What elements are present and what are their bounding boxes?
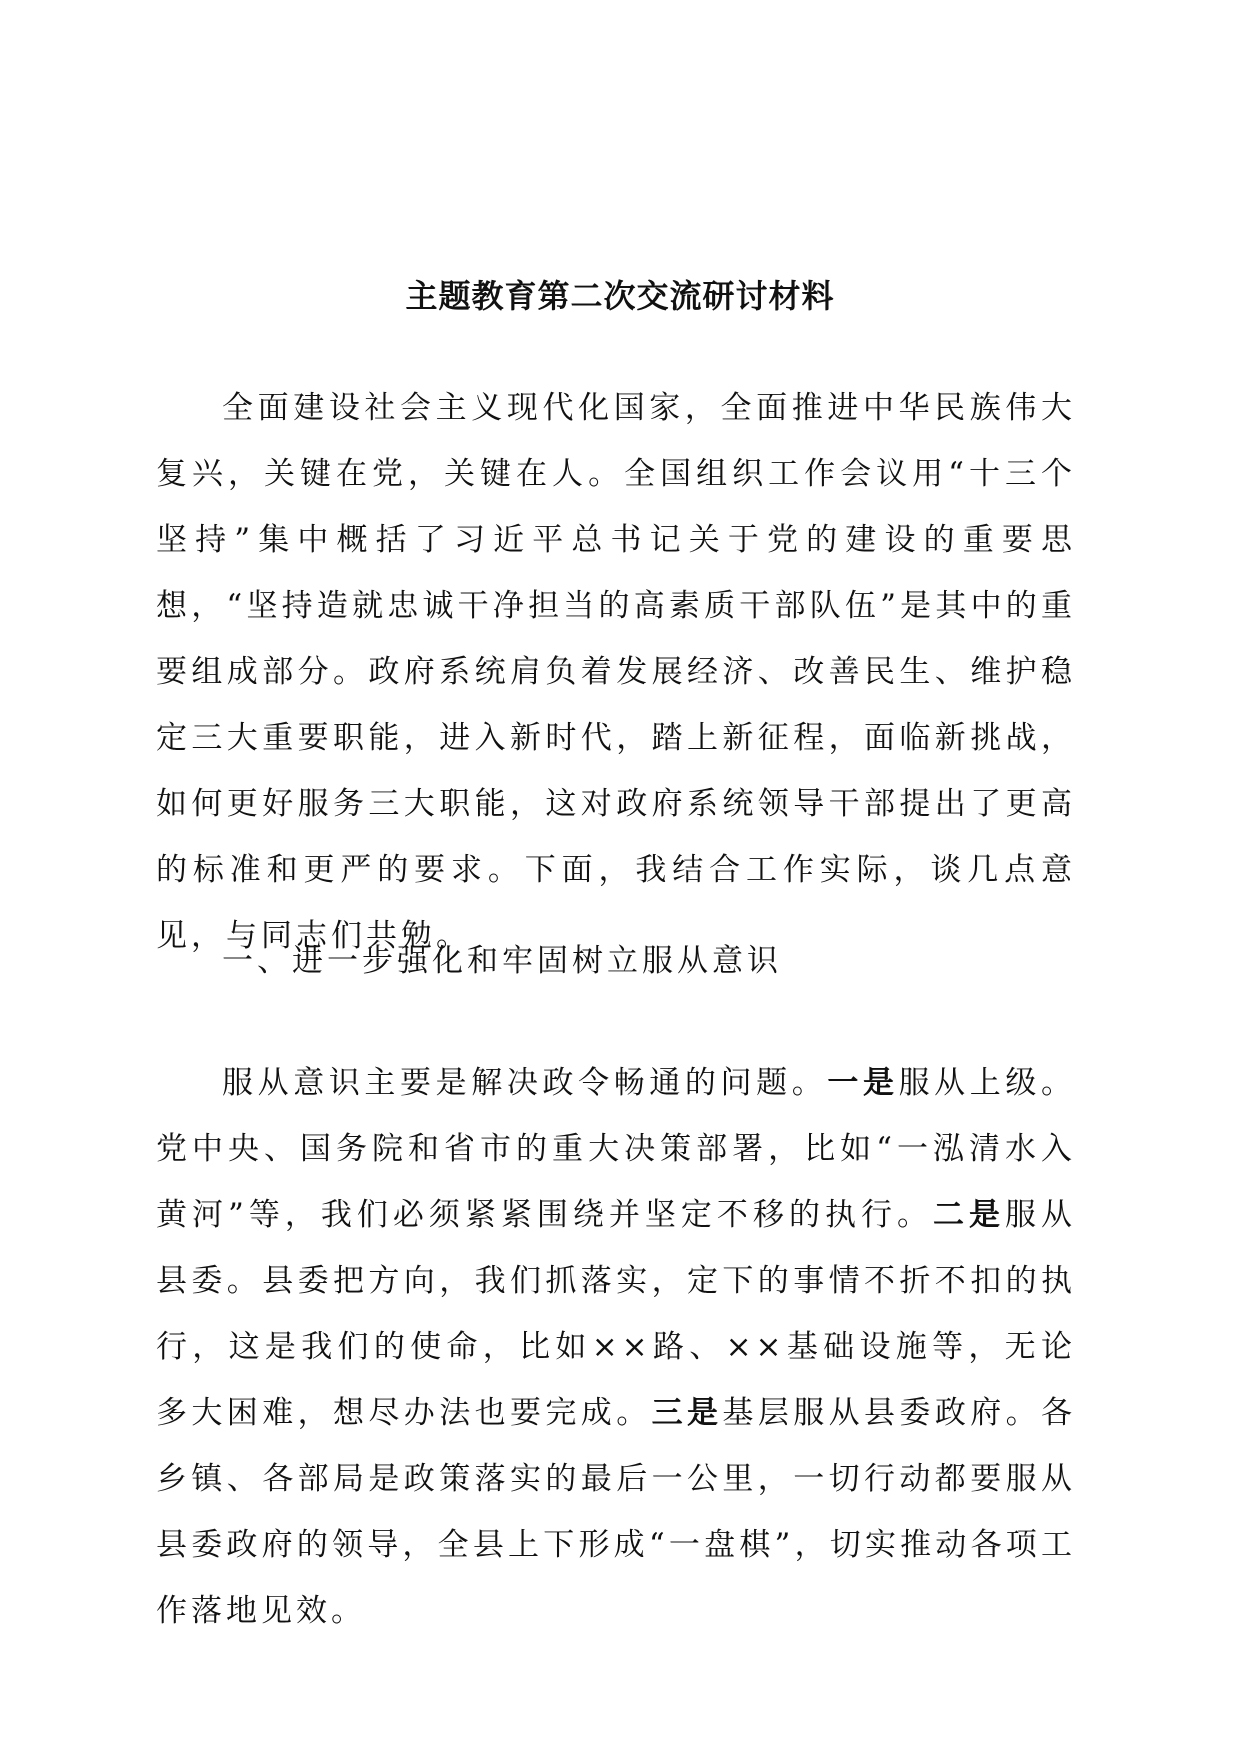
point-1-text: 服从上级。党中央、国务院和省市的重大决策部署，比如“一泓清水入黄河”等，我们必须紧紧围绕并坚定不移的执行。	[156, 1065, 1077, 1233]
lead-phrase-3: 三是	[651, 1395, 723, 1431]
lead-phrase-1: 一是	[827, 1065, 899, 1101]
section-heading: 一、进一步强化和牢固树立服从意识	[222, 943, 782, 979]
paragraph-intro-sentence: 服从意识主要是解决政令畅通的问题。	[222, 1065, 828, 1101]
point-3-text: 基层服从县委政府。各乡镇、各部局是政策落实的最后一公里，一切行动都要服从县委政府的领导，全县上下形成“一盘棋”，切实推动各项工作落地见效。	[156, 1395, 1077, 1629]
paragraph-intro: 全面建设社会主义现代化国家，全面推进中华民族伟大复兴，关键在党，关键在人。全国组织工作会议用“十三个坚持”集中概括了习近平总书记关于党的建设的重要思想，“坚持造就忠诚干净担当的高素质干部队伍”是其中的重要组成部分。政府系统肩负着发展经济、改善民生、维护稳定三大重要职能，进入新时代，踏上新征程，面临新挑战，如何更好服务三大职能，这对政府系统领导干部提出了更高的标准和更严的要求。下面，我结合工作实际，谈几点意见，与同志们共勉。	[156, 390, 1076, 954]
lead-phrase-2: 二是	[932, 1197, 1005, 1233]
point-2-text: 服从县委。县委把方向，我们抓落实，定下的事情不折不扣的执行，这是我们的使命，比如××路、××基础设施等，无论多大困难，想尽办法也要完成。	[156, 1197, 1077, 1431]
document-title: 主题教育第二次交流研讨材料	[405, 277, 835, 315]
paragraph-obedience	[156, 1050, 1076, 1644]
